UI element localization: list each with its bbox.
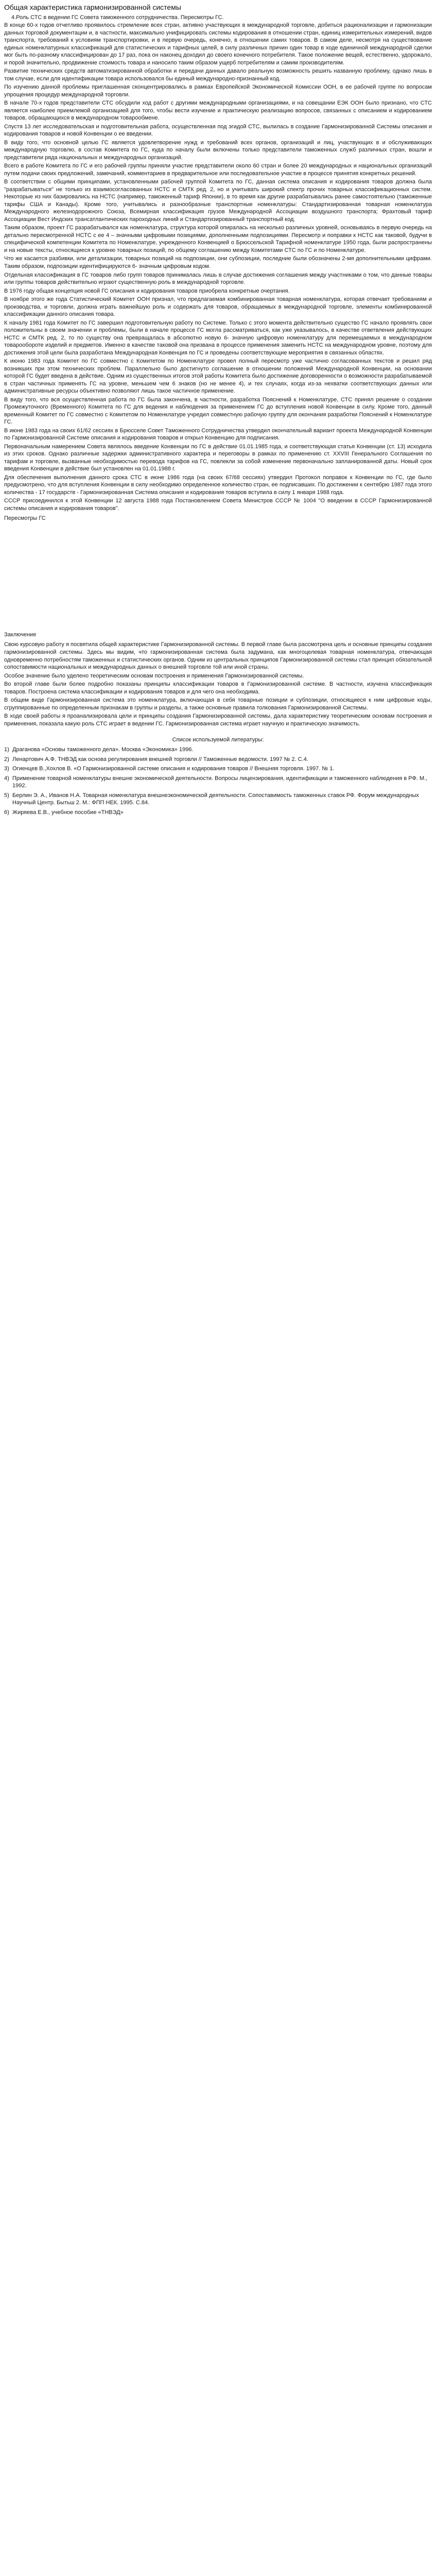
paragraph: Во второй главе были более подробно показаны принципы классификации товаров в Гармонизированной системе. В частности, изучена классификация товаров. Построена система классификации и кодирования товаров и для чего она необходима. [4, 681, 432, 695]
reference-number: 5) [4, 792, 9, 799]
paragraph: В июне 1983 года на своих 61/62 сессиях в Брюсселе Совет Таможенного Сотрудничества утвердил окончательный вариант проекта Международной Конвенции по Гармонизированной Системе описания и кодирования товаров и открыл Конвенцию для подписания. [4, 427, 432, 442]
reference-number: 3) [4, 766, 9, 772]
subsection-heading: Пересмотры ГС [4, 515, 46, 522]
section-references [4, 737, 432, 816]
paragraph: В соответствии с общими принципами, установленными рабочей группой Комитета по ГС, данная система описания и кодирования товаров должна была "разрабатываться" не только из взаимосогласованных НСТС и СМТК ред. 2, но и учитывать широкий спектр прочих товарных классификационных систем. Некоторые из них базировались на НСТС (например, таможенный тариф Японии), в то время как другие разрабатывались ранее самостоятельно (таможенные тарифы США и Канады). Кроме того, учитывались и разнообразные транспортные номенклатуры: Стандартизированная товарная номенклатура Международного железнодорожного Союза, Всемирная классификация грузов Международной Ассоциации воздушного транспорта; Фрахтовый тариф Ассоциации Вест Индских трансатлантических пароходных линий и Стандартизированный транспортный код. [4, 179, 432, 223]
references-list [4, 746, 432, 816]
reference-item [4, 765, 432, 773]
paragraph: К началу 1981 года Комитет по ГС завершил подготовительную работу по Системе. Только с этого момента действительно существо ГС начало проявлять свои положительны в своем значении и проблемы, были в начале процессе ГС могла рассматриваться, как уже указывалось, в качестве ответвления действующих НСТС и СМТК ред. 2, то по существу она превращалась в абсолютно новую 6- значную цифровую номенклатуру для перемещаемых в международном товарообороте изделий и предметов. Именно в качестве таковой она призвана в процессе применения заменить НСТС на международном уровне, поэтому для достижения этой цели была разработана Международная Конвенция по ГС и проведены соответствующие мероприятия в связанных областях. [4, 319, 432, 356]
reference-text: Драганова «Основы таможенного дела». Москва «Экономика» 1996. [12, 747, 194, 753]
reference-text: Жиряева Е.В., учебное пособие «ТНВЭД» [12, 809, 124, 816]
paragraph: Спустя 13 лет исследовательская и подготовительная работа, осуществленная под эгидой СТС, вылилась в создание Гармонизированной Системы описания и кодирования товаров и новой Конвенции о ее введении. [4, 123, 432, 138]
paragraph: Для обеспечения выполнения данного срока СТС в июне 1986 года (на своих 67/68 сессиях) утвердил Протокол поправок к Конвенции по ГС, где было предусмотрено, что для вступления Конвенции в силу необходимо определенное количество стран, ее подписавших. По достижении к сентябрю 1987 года этого количества - 17 государств - Гармонизированная Система описания и кодирования товаров вступила в силу 1 января 1988 года. [4, 474, 432, 496]
paragraph: По изучению данной проблемы приглашенная сконцентрировались в рамках Европейской Экономической Комиссии ООН, в ее рабочей группе по вопросам упрощения процедур международной торговли. [4, 84, 432, 98]
document-page [0, 0, 436, 816]
reference-text: Ленартович А.Ф. ТНВЭД как основа регулирования внешней торговли // Таможенные ведомости. 1997 № 2. С.4. [12, 756, 308, 762]
paragraph: В виду того, что основной целью ГС является удовлетворение нужд и требований всех органов, организаций и лиц, участвующих в и обслуживающих международную торговлю, в состав Комитета по ГС, куда по началу были включены только представители таможенных служб различных стран, вошли и представители ряда национальных и международных организаций. [4, 139, 432, 161]
paragraph: Таким образом, проект ГС разрабатывался как номенклатура, структура которой опиралась на несколько различных уровней, основываясь в первую очередь на детально пересмотренной НСТС с ее 4 – значными цифровыми позициями, дополненными подпозициями. Пересмотр и поправки к НСТС как таковой, будучи в специфической компетенции Комитета по Номенклатуре, учрежденного Конвенцией о Брюссельской Тарифной номенклатуре 1950 года, были распространены и на новые тексты, относящиеся к уровню товарных позиций, по общему соглашению между Комитетами СТС по ГС и по Номенклатуре. [4, 225, 432, 253]
reference-item [4, 746, 432, 754]
paragraph: В общем виде Гармонизированная система это номенклатура, включающая в себя товарные позиции и субпозиции, относящиеся к ним цифровые коды, сгруппированные по определенным признакам в группы и разделы, а также основные правила толкования Гармонизированной Системы. [4, 697, 432, 711]
paragraph: Всего в работе Комитета по ГС и его рабочей группы приняли участие представители около 60 стран и более 20 международных и национальных организаций путем подачи своих предложений, замечаний, комментариев в предварительное или последовательное участие в процессе принятия конкретных решений. [4, 163, 432, 177]
section-body [4, 22, 432, 512]
reference-item [4, 792, 432, 807]
section-role-sts [4, 14, 432, 521]
paragraph: Особое значение было уделено теоретическим основам построения и применения Гармонизированной системы. [4, 672, 304, 679]
reference-item [4, 809, 432, 817]
paragraph: В ходе своей работы я проанализировала цели и принципы создания Гармонизированной системы, дала характеристику теоретическим основам построения и применения, показала какую роль СТС играет в ведении ГС. Гармонизированная система играет научную и практическую значимость. [4, 713, 432, 727]
reference-number: 4) [4, 775, 9, 782]
paragraph: В конце 60-х годов отчетливо проявилось стремление всех стран, активно участвующих в международной торговле, добиться рационализации и гармонизации данных торговой документации и, в частности, максимально унифицировать системы кодирования в отношении стран, единиц измерительных измерений, видов транспорта, требований к условиям транспортировки, и в первую очередь, конечно, в отношении самих товаров. В самом деле, несмотря на существование единых номенклатурных классификаций для статистических и тарифных целей, в силу различных причин один товар в ходе единичной международной сделки мог быть по-разному классифицирован до 17 раз, пока он наконец доходил до своего конечного потребителя. Такое положение вещей, естественно, удорожало, и порой значительно, продвижение стоимость товара и наносило таким образом ущерб потребителям и самим производителям. [4, 22, 432, 66]
conclusion-title: Заключение [4, 632, 37, 638]
paragraph: К июню 1983 года Комитет по ГС совместно с Комитетом по Номенклатуре провел полный пересмотр уже частично согласованных текстов и решил ряд возникших при этом технических проблем. Параллельно было достигнуто соглашение в отношении положений Международной Конвенции, на основании которой ГС будет введена в действие. Одним из существенных итогов этой работы Комитета было достижение договоренности о возможности разрабатываемой в стран частичных применять ГС на уровне, меньшем чем 6 знаков (но не менее 4), и тех случаях, когда из-за нехватки соответствующих данных или административные ресурсы объективно позволяют лишь такое частичное применение. [4, 358, 432, 395]
paragraph: Свою курсовую работу я посвятила общей характеристике Гармонизированной системы. В первой главе была рассмотрена цель и основные принципы создания гармонизированной системы. Здесь мы видим, что гармонизированная система была задумана, как многоцелевая товарная номенклатура, отвечающая одновременно потребностям таможенных и статистических органов. Одним из центральных принципов Гармонизированной системы стал принцип обязательной сопоставимости национальных и международных данных о внешней торговле той или иной страны. [4, 641, 432, 671]
paragraph: В начале 70-х годов представители СТС обсудили ход работ с другими международными организациями, и на совещании ЕЭК ООН было признано, что СТС является наиболее приемлемой организацией для того, чтобы вести изучение и практическую реализацию вопросов, связанных с описанием и кодированием товаров, обращающихся в международном товарообмене. [4, 100, 432, 122]
reference-number: 6) [4, 809, 9, 816]
reference-item [4, 775, 432, 790]
paragraph: Первоначальным намерением Совета являлось введение Конвенции по ГС в действие 01.01.1985 года, и соответствующая статья Конвенции (ст. 13) исходила из этих сроков. Однако различные задержки административного характера и переговоры в рамках по применению ст. XXVIII Генерального Соглашения по тарифам и торговле, вызванные необходимостью перевода тарифов на ГС, повлекли за собой изменение первоначально запланированной даты. Новый срок введения Конвенции в действие был установлен на 01.01.1988 г. [4, 443, 432, 472]
reference-text: Огиенцев В.,Хохлов В. «О Гармонизированной системе описания и кодирования товаров // Внешняя торговля. 1997. № 1. [12, 766, 335, 772]
section-title: 4.Роль СТС в ведении ГС Совета таможенного сотрудничества. Пересмотры ГС. [11, 14, 224, 21]
references-title: Список используемой литературы: [172, 737, 264, 743]
reference-number: 1) [4, 747, 9, 753]
paragraph: Развитие технических средств автоматизированной обработки и передачи данных давало реальную возможность решить названную проблему, однако лишь в том случае, если для идентификации товара использовался бы единый международно-признанный код. [4, 68, 432, 82]
reference-text: Применение товарной номенклатуры внешне экономической деятельности. Вопросы лицензирования, идентификации и таможенного наблюдения в РФ. М., 1992. [12, 775, 428, 789]
paragraph: СССР присоединился к этой Конвенции 12 августа 1988 года Постановлением Совета Министров СССР № 1004 "О введении в СССР Гармонизированной системы описания и кодирования товаров". [4, 498, 432, 512]
reference-number: 2) [4, 756, 9, 762]
reference-item [4, 756, 432, 764]
paragraph: Что же касается разбивки, или детализации, товарных позиций на подпозиции, они субпозиции, последние были обозначены 2-мя дополнительными цифрами. Таким образом, подпозиции идентифицируются 6- значным цифровым кодом. [4, 256, 432, 269]
paragraph: Отдельная классификация в ГС товаров либо групп товаров принималась лишь в случае достижения соглашения между участниками о том, что данные товары или группы товаров действительно играют существенную роль в международной торговле. [4, 272, 432, 286]
paragraph: В ноябре этого же года Статистический Комитет ООН признал, что предлагаемая комбинированная товарная номенклатура, которая отвечает требованиям и производства, и торговли, должна играть важнейшую роль и содержать для товаров, обращаемых в международной торговле, элементы комбинированной классификации данного описания товара. [4, 296, 432, 318]
paragraph: В 1976 году общая концепция новой ГС описания и кодирования товаров приобрела конкретные очертания. [4, 287, 290, 294]
reference-text: Берлин Э. А., Иванов Н.А. Товарная номенклатура внешнеэкономической деятельности. Сопоставимость таможенных ставок РФ. Форум международных Научный Центр. Бытьш 2. М.: ФПП НЕК. 1995. С.84. [12, 792, 419, 806]
blank-space [4, 523, 432, 632]
document-title: Общая характеристика гармонизированной системы [4, 3, 181, 11]
paragraph: В виду того, что вся осуществленная работа по ГС была закончена, в частности, разработка Пояснений к Номенклатуре, СТС принял решение о создании Промежуточного (Временного) Комитета по ГС для ведения и наблюдения за применением ГС до вступления новой Конвенции в силу. Кроме того, данный временный Комитет по ГС совместно с Комитетом по Номенклатуре учредил совместную рабочую группу для окончания разработки Пояснений к Номенклатуре ГС. [4, 396, 432, 426]
section-conclusion [4, 632, 432, 727]
